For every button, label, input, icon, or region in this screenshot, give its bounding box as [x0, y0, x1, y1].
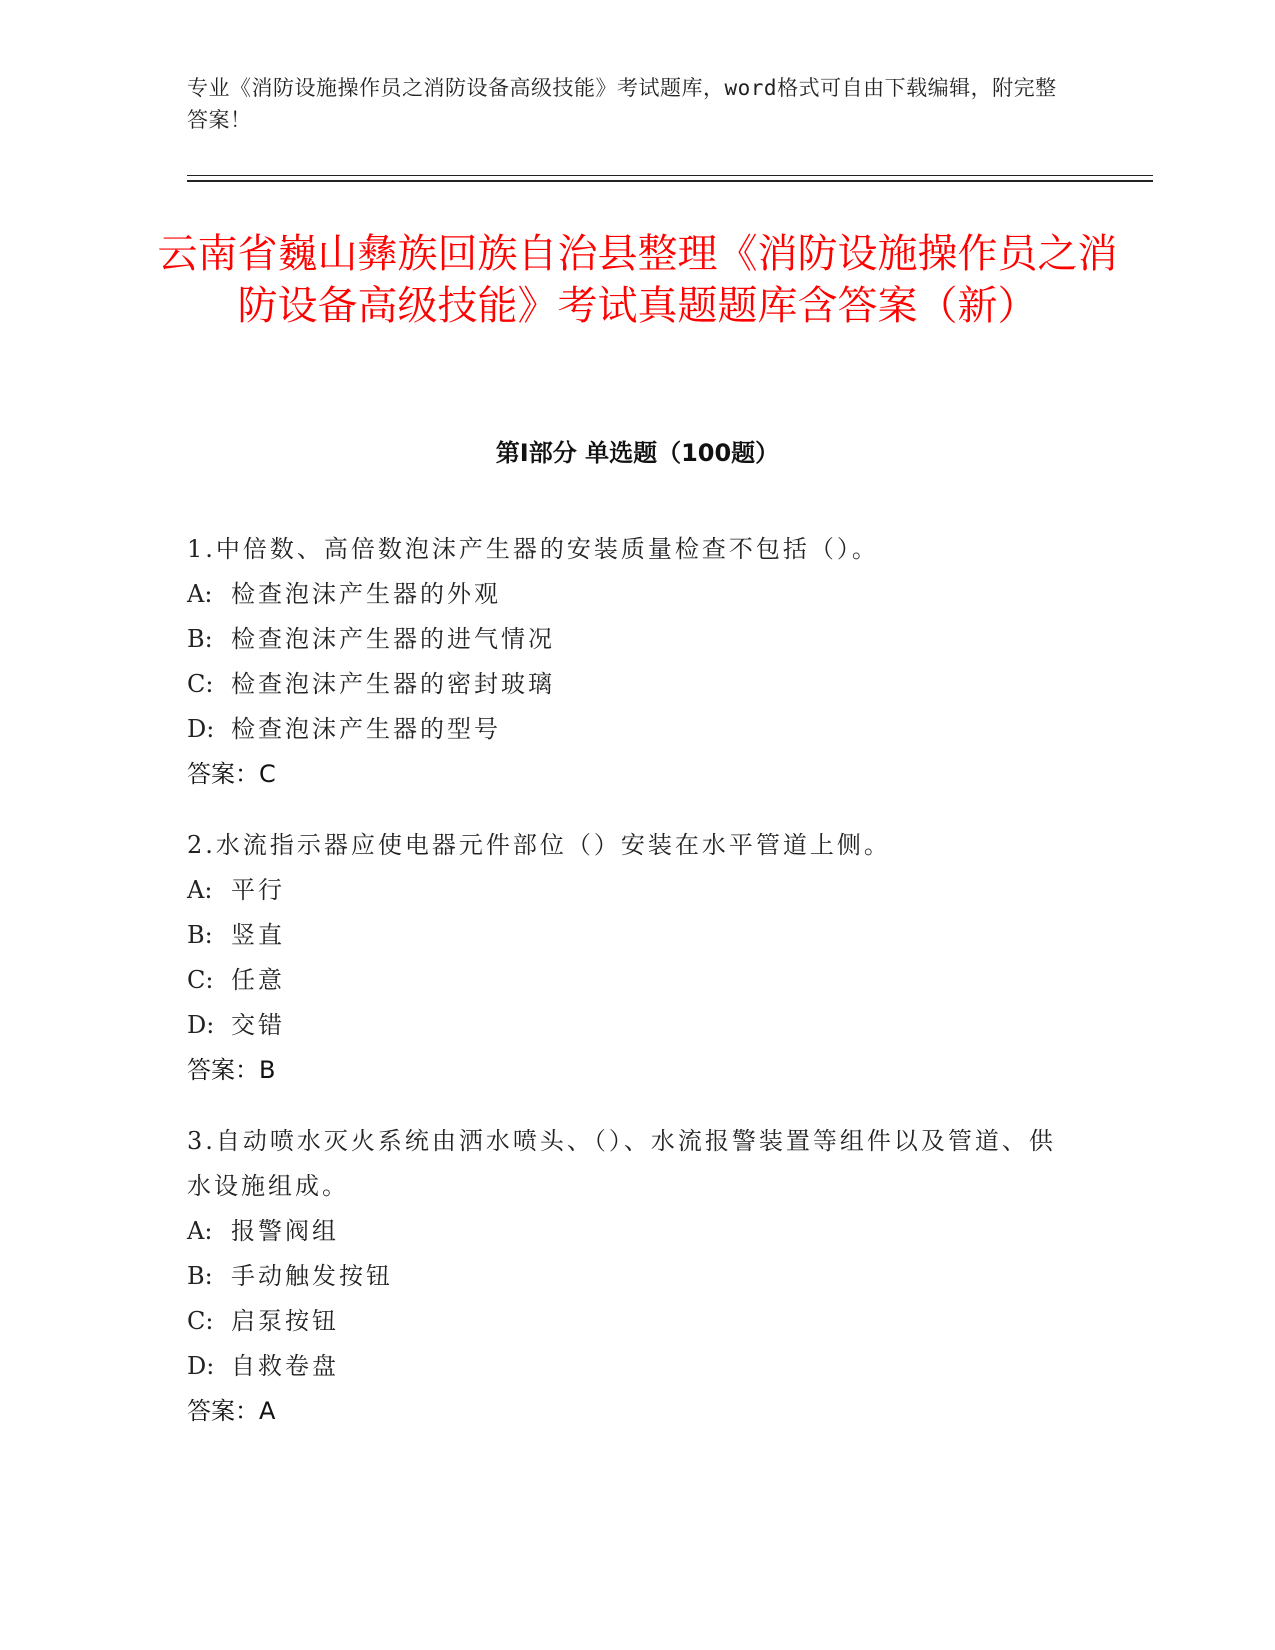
question-3: [187, 1119, 1067, 1434]
question-1: [187, 527, 1067, 797]
option-c: [187, 958, 1067, 1003]
answer-line: 答案：B: [187, 1056, 276, 1084]
option-d: [187, 707, 1067, 752]
option-b: [187, 913, 1067, 958]
option-letter: A:: [187, 1217, 213, 1245]
header-divider-thin: [187, 175, 1153, 176]
option-text: 报警阀组: [231, 1217, 339, 1245]
option-text: 平行: [231, 876, 285, 904]
option-c: [187, 1299, 1067, 1344]
option-text: 检查泡沫产生器的进气情况: [231, 625, 555, 653]
option-d: [187, 1003, 1067, 1048]
option-letter: C:: [187, 670, 214, 698]
option-text: 自救卷盘: [231, 1352, 339, 1380]
answer-line: 答案：A: [187, 1397, 276, 1425]
option-b: [187, 1254, 1067, 1299]
option-text: 检查泡沫产生器的外观: [231, 580, 501, 608]
option-letter: B:: [187, 625, 213, 653]
option-d: [187, 1344, 1067, 1389]
answer-line: 答案：C: [187, 760, 276, 788]
question-stem: 3.自动喷水灭火系统由洒水喷头、（）、水流报警装置等组件以及管道、供水设施组成。: [187, 1127, 1056, 1200]
question-stem: 1.中倍数、高倍数泡沫产生器的安装质量检查不包括（）。: [187, 535, 879, 563]
option-letter: D:: [187, 1011, 215, 1039]
document-title: 云南省巍山彝族回族自治县整理《消防设施操作员之消防设备高级技能》考试真题题库含答案（新）: [157, 231, 1118, 329]
option-letter: B:: [187, 921, 213, 949]
option-text: 启泵按钮: [231, 1307, 339, 1335]
option-letter: C:: [187, 1307, 214, 1335]
section-title: 第Ⅰ部分 单选题（100题）: [495, 439, 780, 467]
option-a: [187, 572, 1067, 617]
option-text: 检查泡沫产生器的型号: [231, 715, 501, 743]
header-divider-thick: [187, 180, 1153, 182]
option-c: [187, 662, 1067, 707]
option-text: 竖直: [231, 921, 285, 949]
option-letter: C:: [187, 966, 214, 994]
question-2: [187, 823, 1067, 1093]
question-list: [187, 527, 1067, 1460]
option-a: [187, 1209, 1067, 1254]
option-letter: D:: [187, 1352, 215, 1380]
option-b: [187, 617, 1067, 662]
option-a: [187, 868, 1067, 913]
option-letter: A:: [187, 580, 213, 608]
option-text: 手动触发按钮: [231, 1262, 393, 1290]
option-letter: A:: [187, 876, 213, 904]
option-text: 检查泡沫产生器的密封玻璃: [231, 670, 555, 698]
option-text: 交错: [231, 1011, 285, 1039]
option-letter: D:: [187, 715, 215, 743]
option-text: 任意: [231, 966, 285, 994]
question-stem: 2.水流指示器应使电器元件部位（）安装在水平管道上侧。: [187, 831, 891, 859]
header-note: 专业《消防设施操作员之消防设备高级技能》考试题库，word格式可自由下载编辑，附完整答案！: [187, 76, 1057, 132]
option-letter: B:: [187, 1262, 213, 1290]
